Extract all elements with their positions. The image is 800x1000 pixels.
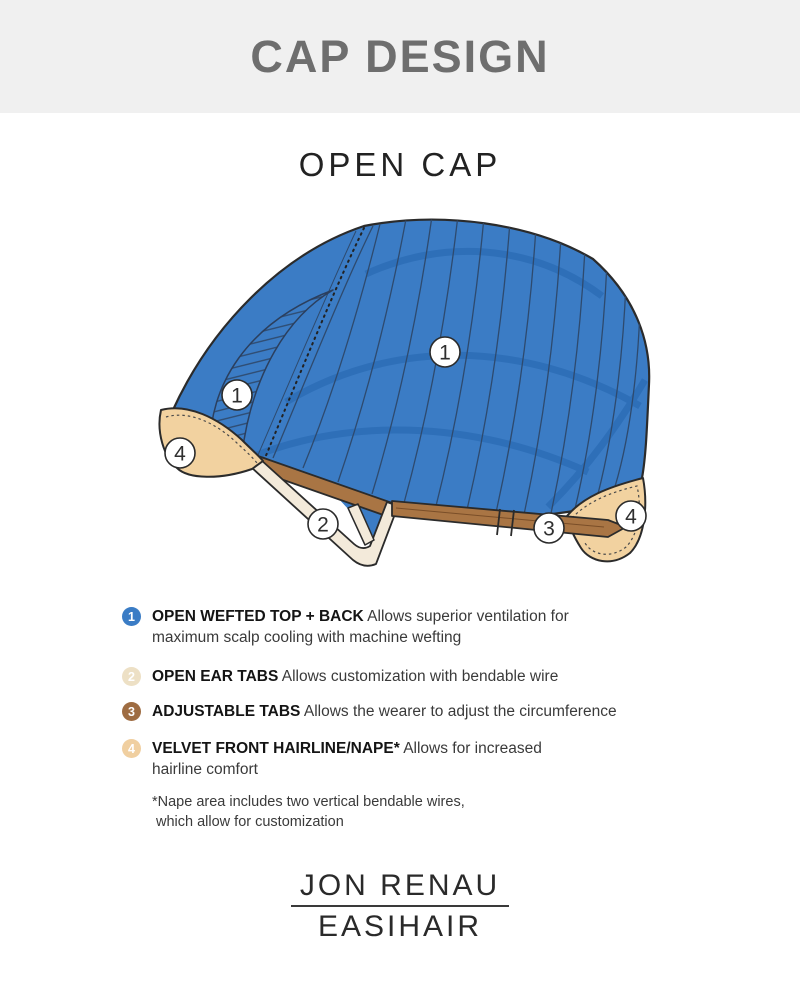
legend-item-3 [122,701,722,722]
svg-text:2: 2 [317,513,329,537]
marker-2-ear-tab [308,509,338,539]
svg-text:4: 4 [174,442,186,466]
marker-4-nape [616,501,646,531]
svg-text:1: 1 [439,341,451,365]
marker-3-strap [534,513,564,543]
marker-1-front [222,380,252,410]
legend-item-4 [122,738,722,780]
brand-footer [0,868,800,945]
marker-4-front-hairline [165,438,195,468]
svg-text:3: 3 [543,517,555,541]
page-header [0,0,800,113]
marker-1-back [430,337,460,367]
legend-bullet-3: 3 [122,702,141,721]
legend-bullet-2: 2 [122,667,141,686]
legend-text-2: OPEN EAR TABS Allows customization with bendable wire [152,668,559,685]
legend-text-4: VELVET FRONT HAIRLINE/NAPE* Allows for increased hairline comfort [152,740,542,778]
svg-text:1: 1 [231,384,243,408]
brand-name: JON RENAU [299,869,501,902]
sub-brand-name: EASIHAIR [317,910,483,943]
legend-bullet-1: 1 [122,607,141,626]
legend-item-2 [122,666,722,687]
legend [122,606,722,832]
legend-item-1 [122,606,722,648]
brand-divider [291,905,509,907]
svg-text:4: 4 [625,505,637,529]
cap-diagram [140,210,670,590]
legend-bullet-4: 4 [122,739,141,758]
legend-text-3: ADJUSTABLE TABS Allows the wearer to adjust the circumference [152,703,617,720]
nape-footnote: *Nape area includes two vertical bendable wires, which allow for customization [152,794,465,830]
diagram-title: OPEN CAP [298,146,502,183]
legend-text-1: OPEN WEFTED TOP + BACK Allows superior ventilation for maximum scalp cooling with machine wefting [152,608,569,646]
page-title: CAP DESIGN [250,30,550,82]
